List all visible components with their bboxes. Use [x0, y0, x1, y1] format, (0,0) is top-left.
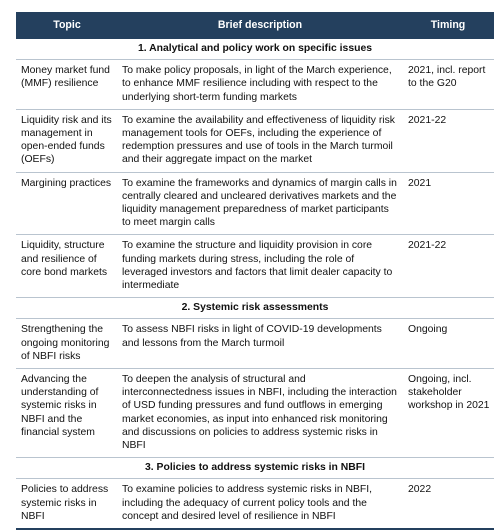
row-topic: Margining practices — [16, 172, 118, 235]
table-row — [16, 235, 494, 298]
row-topic: Money market fund (MMF) resilience — [16, 60, 118, 110]
row-description: To deepen the analysis of structural and interconnectedness issues in NBFI, including the interaction of USD funding pressures and fund outflows in emerging market economies, as input into enhanced risk monitoring and discussions on policies to address systemic risks in NBFI — [118, 369, 402, 458]
section-title: 1. Analytical and policy work on specific issues — [16, 39, 494, 60]
section-heading-systemic-risk — [16, 298, 494, 319]
row-description: To examine the structure and liquidity provision in core funding markets during stress, including the role of leveraged investors and factors that limit dealer capacity to intermediate — [118, 235, 402, 298]
table-row — [16, 60, 494, 110]
row-timing: 2021 — [402, 172, 494, 235]
row-description: To examine the availability and effectiveness of liquidity risk management tools for OEFs, including the experience of redemption pressures and use of tools in the March turmoil and their aggregate impact on the market — [118, 109, 402, 172]
row-description: To make policy proposals, in light of the March experience, to enhance MMF resilience including with respect to the underlying short-term funding markets — [118, 60, 402, 110]
work-programme-table-container — [16, 12, 494, 530]
header-description: Brief description — [118, 12, 402, 39]
table-row — [16, 369, 494, 458]
work-programme-table — [16, 12, 494, 530]
row-timing: Ongoing — [402, 319, 494, 369]
row-timing: 2021, incl. report to the G20 — [402, 60, 494, 110]
table-row — [16, 172, 494, 235]
section-title: 3. Policies to address systemic risks in NBFI — [16, 458, 494, 479]
row-description: To examine the frameworks and dynamics of margin calls in centrally cleared and uncleared derivatives markets and the liquidity management preparedness of market participants to meet margin calls — [118, 172, 402, 235]
row-timing: 2022 — [402, 479, 494, 529]
table-header — [16, 12, 494, 39]
table-body — [16, 39, 494, 529]
header-row — [16, 12, 494, 39]
row-timing: Ongoing, incl. stakeholder workshop in 2021 — [402, 369, 494, 458]
section-heading-policies — [16, 458, 494, 479]
row-timing: 2021-22 — [402, 109, 494, 172]
table-row — [16, 319, 494, 369]
row-description: To examine policies to address systemic risks in NBFI, including the adequacy of current policy tools and the concept and desired level of resilience in NBFI — [118, 479, 402, 529]
row-topic: Liquidity risk and its management in open-ended funds (OEFs) — [16, 109, 118, 172]
row-topic: Liquidity, structure and resilience of core bond markets — [16, 235, 118, 298]
header-topic: Topic — [16, 12, 118, 39]
row-topic: Advancing the understanding of systemic risks in NBFI and the financial system — [16, 369, 118, 458]
section-title: 2. Systemic risk assessments — [16, 298, 494, 319]
row-topic: Strengthening the ongoing monitoring of NBFI risks — [16, 319, 118, 369]
table-row — [16, 109, 494, 172]
header-timing: Timing — [402, 12, 494, 39]
section-heading-analytical — [16, 39, 494, 60]
row-timing: 2021-22 — [402, 235, 494, 298]
row-description: To assess NBFI risks in light of COVID-19 developments and lessons from the March turmoil — [118, 319, 402, 369]
row-topic: Policies to address systemic risks in NBFI — [16, 479, 118, 529]
